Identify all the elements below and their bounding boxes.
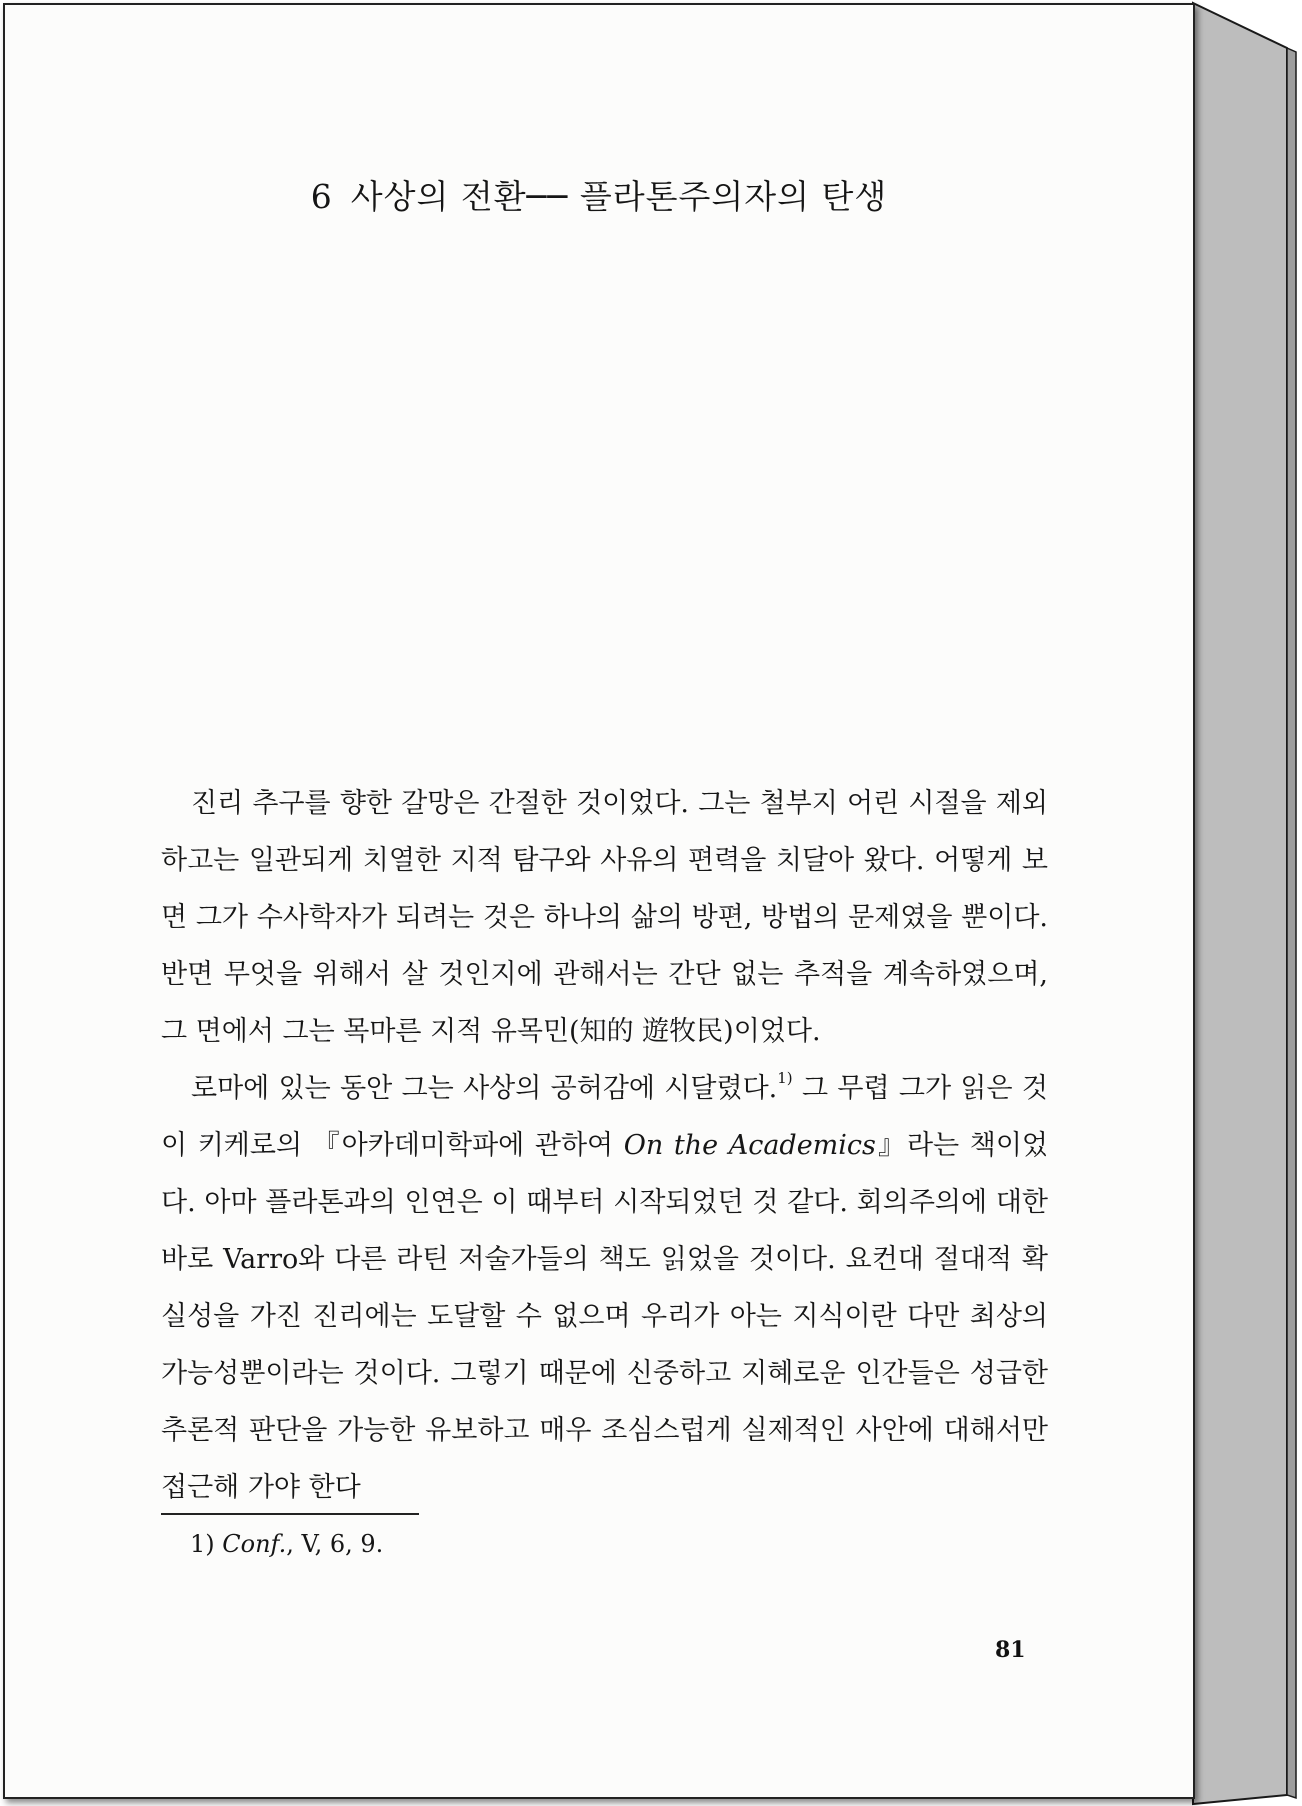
footnote-reference[interactable]: 1) bbox=[777, 1069, 793, 1087]
paragraph-1: 진리 추구를 향한 갈망은 간절한 것이었다. 그는 철부지 어린 시절을 제외하고는 일관되게 치열한 지적 탐구와 사유의 편력을 치달아 왔다. 어떻게 보면 그가 수사학자가 되려는 것은 하나의 삶의 방편, 방법의 문제였을 뿐이다. 반면 무엇을 위해서 살 것인지에 관해서는 간단 없는 추적을 계속하였으며, 그 면에서 그는 목마른 지적 유목민(知的 遊牧民)이었다. bbox=[161, 788, 1048, 1047]
page-number: 81 bbox=[995, 1637, 1026, 1663]
footnote-divider bbox=[161, 1513, 419, 1515]
paragraph-2 bbox=[161, 1060, 1048, 1516]
paragraph-2-part-b: 그 무렵 그가 읽은 것이 키케로의 『아카데미학파에 관하여 bbox=[161, 1073, 1048, 1161]
paragraph-2-part-c: 』라는 책이었다. 아마 플라톤과의 인연은 이 때부터 시작되었던 것 같다. 회의주의에 대한 바로 Varro와 다른 라틴 저술가들의 책도 읽었을 것이다. 요컨대 절대적 확실성을 가진 진리에는 도달할 수 없으며 우리가 아는 지식이란 다만 최상의 가능성뿐이라는 것이다. 그렇기 때문에 신중하고 지혜로운 인간들은 성급한 추론적 판단을 가능한 유보하고 매우 조심스럽게 실제적인 사안에 대해서만 접근해 가야 한다 bbox=[161, 1130, 1048, 1503]
book-page bbox=[3, 3, 1195, 1799]
chapter-title bbox=[5, 171, 1193, 218]
chapter-number: 6 bbox=[310, 177, 333, 216]
footnote-ref: , V, 6, 9. bbox=[286, 1530, 384, 1558]
book-title-italic: On the Academics bbox=[623, 1130, 876, 1161]
footnote bbox=[190, 1530, 383, 1558]
body-text bbox=[161, 775, 1048, 1516]
footnote-marker: 1) bbox=[190, 1530, 215, 1558]
footnote-source: Conf. bbox=[222, 1530, 287, 1558]
paragraph-2-part-a: 로마에 있는 동안 그는 사상의 공허감에 시달렸다. bbox=[191, 1073, 778, 1104]
chapter-title-text: 사상의 전환── 플라톤주의자의 탄생 bbox=[350, 177, 888, 216]
